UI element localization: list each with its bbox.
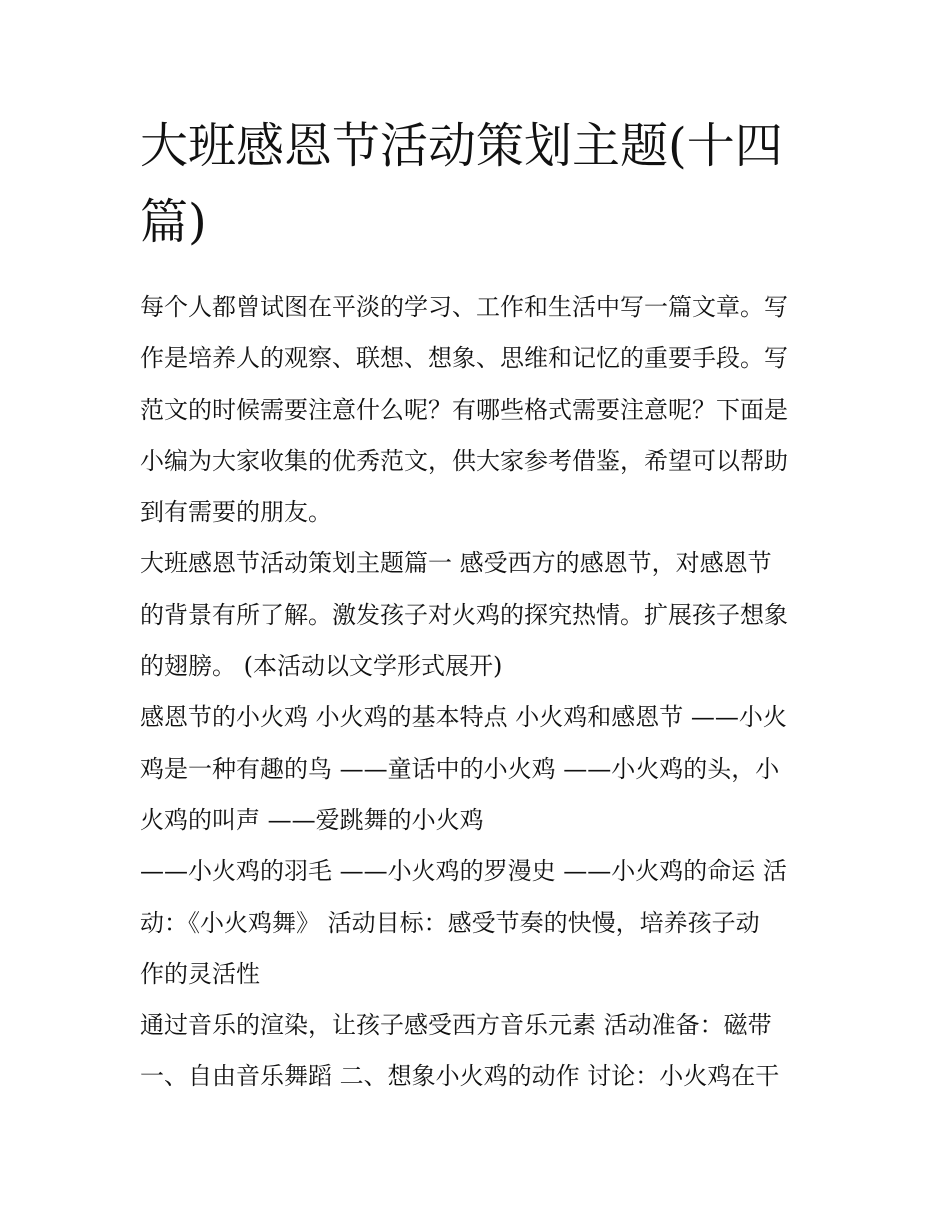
text-line: 大班感恩节活动策划主题篇一 感受西方的感恩节，对感恩节 [140, 549, 772, 578]
title-line: 篇) [140, 194, 207, 250]
text-line: 到有需要的朋友。 [140, 498, 332, 527]
text-line: 范文的时候需要注意什么呢？有哪些格式需要注意呢？下面是 [140, 395, 788, 424]
text-line: 感恩节的小火鸡 小火鸡的基本特点 小火鸡和感恩节 ——小火 [140, 703, 787, 732]
text-line: 动：《小火鸡舞》 活动目标：感受节奏的快慢，培养孩子动 [140, 908, 760, 937]
text-line: 的背景有所了解。激发孩子对火鸡的探究热情。扩展孩子想象 [140, 600, 788, 629]
text-line: ——小火鸡的羽毛 ——小火鸡的罗漫史 ——小火鸡的命运 活 [140, 857, 787, 886]
text-line: 每个人都曾试图在平淡的学习、工作和生活中写一篇文章。写 [140, 293, 788, 321]
text-line: 小编为大家收集的优秀范文，供大家参考借鉴，希望可以帮助 [140, 446, 788, 475]
text-line: 一、自由音乐舞蹈 二、想象小火鸡的动作 讨论：小火鸡在干 [140, 1062, 780, 1091]
title-line: 大班感恩节活动策划主题(十四 [140, 118, 783, 174]
document-title [140, 108, 840, 260]
text-line: 通过音乐的渲染，让孩子感受西方音乐元素 活动准备：磁带 [140, 1011, 772, 1040]
text-line: 作的灵活性 [140, 959, 260, 988]
document-body [140, 282, 840, 1103]
text-line: 作是培养人的观察、联想、想象、思维和记忆的重要手段。写 [140, 344, 788, 373]
text-line: 火鸡的叫声 ——爱跳舞的小火鸡 [140, 805, 484, 834]
text-line: 鸡是一种有趣的鸟 ——童话中的小火鸡 ——小火鸡的头，小 [140, 754, 780, 783]
text-line: 的翅膀。 (本活动以文学形式展开) [140, 652, 503, 681]
